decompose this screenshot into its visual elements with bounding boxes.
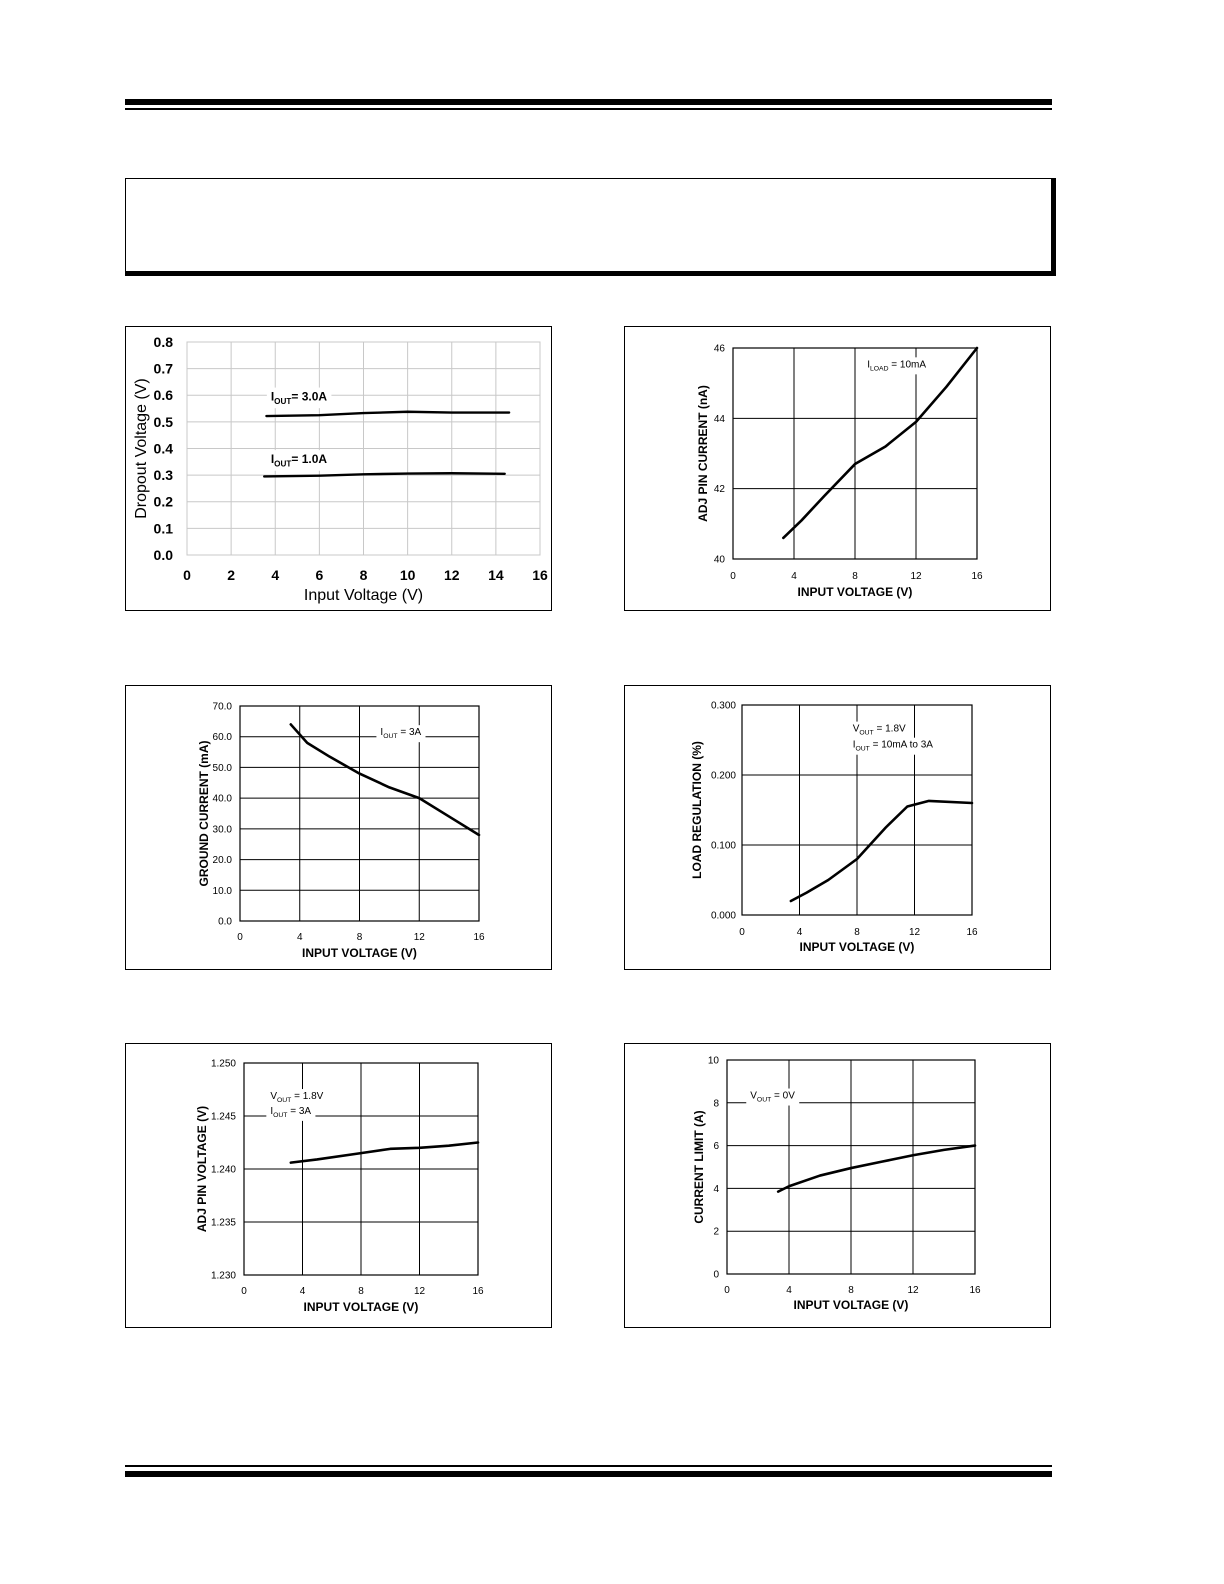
annotation-label: $V_{OUT} = 1.8V$ (270, 1091, 324, 1105)
x-tick-label: 8 (852, 571, 858, 582)
y-tick-label: 0.5 (153, 413, 173, 430)
annotation-label: $I_{OUT} = 3A$ (270, 1105, 312, 1119)
y-tick-label: 20.0 (212, 855, 232, 867)
x-tick-label: 12 (910, 571, 922, 582)
series-line (778, 1146, 975, 1192)
x-tick-label: 16 (472, 1286, 484, 1297)
x-axis-label: INPUT VOLTAGE (V) (302, 946, 417, 960)
x-tick-label: 0 (183, 567, 191, 583)
y-tick-label: 44 (713, 413, 725, 425)
y-tick-label: 0.2 (153, 493, 173, 510)
x-tick-label: 12 (907, 1285, 919, 1296)
chart-dropout-voltage (125, 326, 552, 611)
chart-adj-pin-current (624, 326, 1051, 611)
x-tick-label: 12 (413, 1286, 426, 1297)
y-tick-label: 2 (713, 1226, 719, 1238)
chart-adj-pin-voltage (125, 1043, 552, 1328)
y-axis-label: GROUND CURRENT (mA) (197, 740, 211, 887)
x-tick-label: 16 (971, 571, 983, 582)
x-tick-label: 16 (969, 1285, 981, 1296)
y-tick-label: 40 (713, 554, 725, 566)
y-tick-label: 8 (713, 1098, 719, 1110)
x-tick-label: 4 (296, 932, 303, 943)
x-tick-label: 4 (299, 1286, 306, 1297)
y-tick-label: 42 (713, 484, 725, 496)
x-tick-label: 8 (358, 1286, 364, 1297)
y-tick-label: 30.0 (212, 824, 232, 836)
x-tick-label: 4 (791, 571, 797, 582)
x-tick-label: 4 (271, 567, 280, 583)
y-tick-label: 0.8 (153, 333, 173, 350)
x-tick-label: 2 (227, 567, 236, 583)
chart-load-regulation-svg (625, 686, 1052, 971)
x-tick-label: 0 (241, 1286, 247, 1297)
header-rule-thin (125, 108, 1052, 110)
chart-adj-pin-voltage-svg (126, 1044, 553, 1329)
x-tick-label: 16 (532, 567, 548, 583)
x-axis-label: INPUT VOLTAGE (V) (303, 1300, 419, 1314)
y-tick-label: 60.0 (212, 732, 232, 744)
chart-ground-current (125, 685, 552, 970)
x-tick-label: 0 (730, 571, 736, 582)
y-tick-label: 0.7 (153, 360, 173, 377)
x-tick-label: 14 (488, 567, 504, 583)
x-tick-label: 6 (315, 567, 324, 583)
note-box (125, 178, 1056, 276)
y-tick-label: 0.100 (710, 840, 736, 852)
y-tick-label: 0.1 (153, 520, 173, 537)
y-tick-label: 10 (707, 1055, 719, 1067)
y-tick-label: 0.0 (218, 916, 232, 928)
x-axis-label: INPUT VOLTAGE (V) (797, 585, 913, 599)
y-tick-label: 6 (713, 1141, 719, 1153)
y-axis-label: ADJ PIN CURRENT (nA) (696, 385, 710, 522)
chart-current-limit (624, 1043, 1051, 1328)
y-axis-label: CURRENT LIMIT (A) (692, 1110, 706, 1224)
x-tick-label: 0 (724, 1285, 730, 1296)
y-tick-label: 10.0 (212, 885, 232, 897)
annotation-label: $I_{OUT}= 3.0A$ (270, 389, 328, 407)
y-tick-label: 46 (713, 343, 725, 355)
annotation-label: $V_{OUT} = 1.8V$ (852, 723, 906, 737)
footer-rule-thin (125, 1465, 1052, 1467)
x-tick-label: 0 (237, 932, 243, 943)
y-tick-label: 0.6 (153, 387, 173, 404)
y-tick-label: 1.250 (210, 1058, 236, 1070)
header-rule-thick (125, 99, 1052, 105)
series-line (266, 412, 509, 416)
x-tick-label: 12 (908, 927, 921, 938)
y-tick-label: 50.0 (212, 762, 232, 774)
y-axis-label: Dropout Voltage (V) (133, 378, 150, 519)
y-tick-label: 0 (713, 1269, 719, 1281)
y-tick-label: 0.3 (153, 467, 173, 484)
y-tick-label: 1.230 (210, 1270, 236, 1282)
y-tick-label: 1.235 (210, 1217, 236, 1229)
y-tick-label: 40.0 (212, 793, 232, 805)
annotation-label: $V_{OUT} = 0V$ (750, 1090, 795, 1104)
y-tick-label: 70.0 (212, 701, 232, 713)
x-tick-label: 16 (966, 927, 978, 938)
x-axis-label: INPUT VOLTAGE (V) (799, 940, 915, 954)
annotation-label: $I_{OUT} = 10mA$ to 3A (852, 739, 933, 753)
x-tick-label: 8 (359, 567, 368, 583)
y-tick-label: 1.245 (210, 1111, 236, 1123)
chart-dropout-voltage-svg (126, 327, 553, 612)
y-tick-label: 0.0 (153, 546, 173, 563)
y-tick-label: 0.300 (710, 700, 736, 712)
y-axis-label: LOAD REGULATION (%) (690, 741, 704, 879)
x-tick-label: 8 (848, 1285, 854, 1296)
chart-adj-pin-current-svg (625, 327, 1052, 612)
annotation-label: $I_{OUT} = 3A$ (380, 727, 422, 741)
annotation-label: $I_{OUT}= 1.0A$ (270, 452, 328, 469)
x-tick-label: 16 (473, 932, 485, 943)
y-tick-label: 1.240 (210, 1164, 236, 1176)
x-tick-label: 8 (854, 927, 860, 938)
y-axis-label: ADJ PIN VOLTAGE (V) (195, 1105, 209, 1233)
series-line (291, 1143, 478, 1163)
series-line (783, 348, 977, 538)
x-tick-label: 8 (356, 932, 363, 943)
y-tick-label: 4 (713, 1183, 719, 1195)
x-axis-label: INPUT VOLTAGE (V) (793, 1298, 909, 1312)
series-line (791, 801, 972, 901)
footer-rule-thick (125, 1471, 1052, 1477)
x-tick-label: 4 (796, 927, 803, 938)
x-axis-label: Input Voltage (V) (303, 587, 424, 604)
chart-ground-current-svg (126, 686, 553, 971)
x-tick-label: 4 (786, 1285, 792, 1296)
x-tick-label: 10 (399, 567, 416, 583)
y-tick-label: 0.000 (710, 910, 736, 922)
x-tick-label: 12 (443, 567, 460, 583)
y-tick-label: 0.4 (153, 440, 173, 457)
annotation-label: $I_{LOAD} = 10mA$ (867, 359, 927, 373)
x-tick-label: 12 (413, 932, 425, 943)
x-tick-label: 0 (739, 927, 745, 938)
chart-load-regulation (624, 685, 1051, 970)
y-tick-label: 0.200 (710, 770, 736, 782)
chart-current-limit-svg (625, 1044, 1052, 1329)
